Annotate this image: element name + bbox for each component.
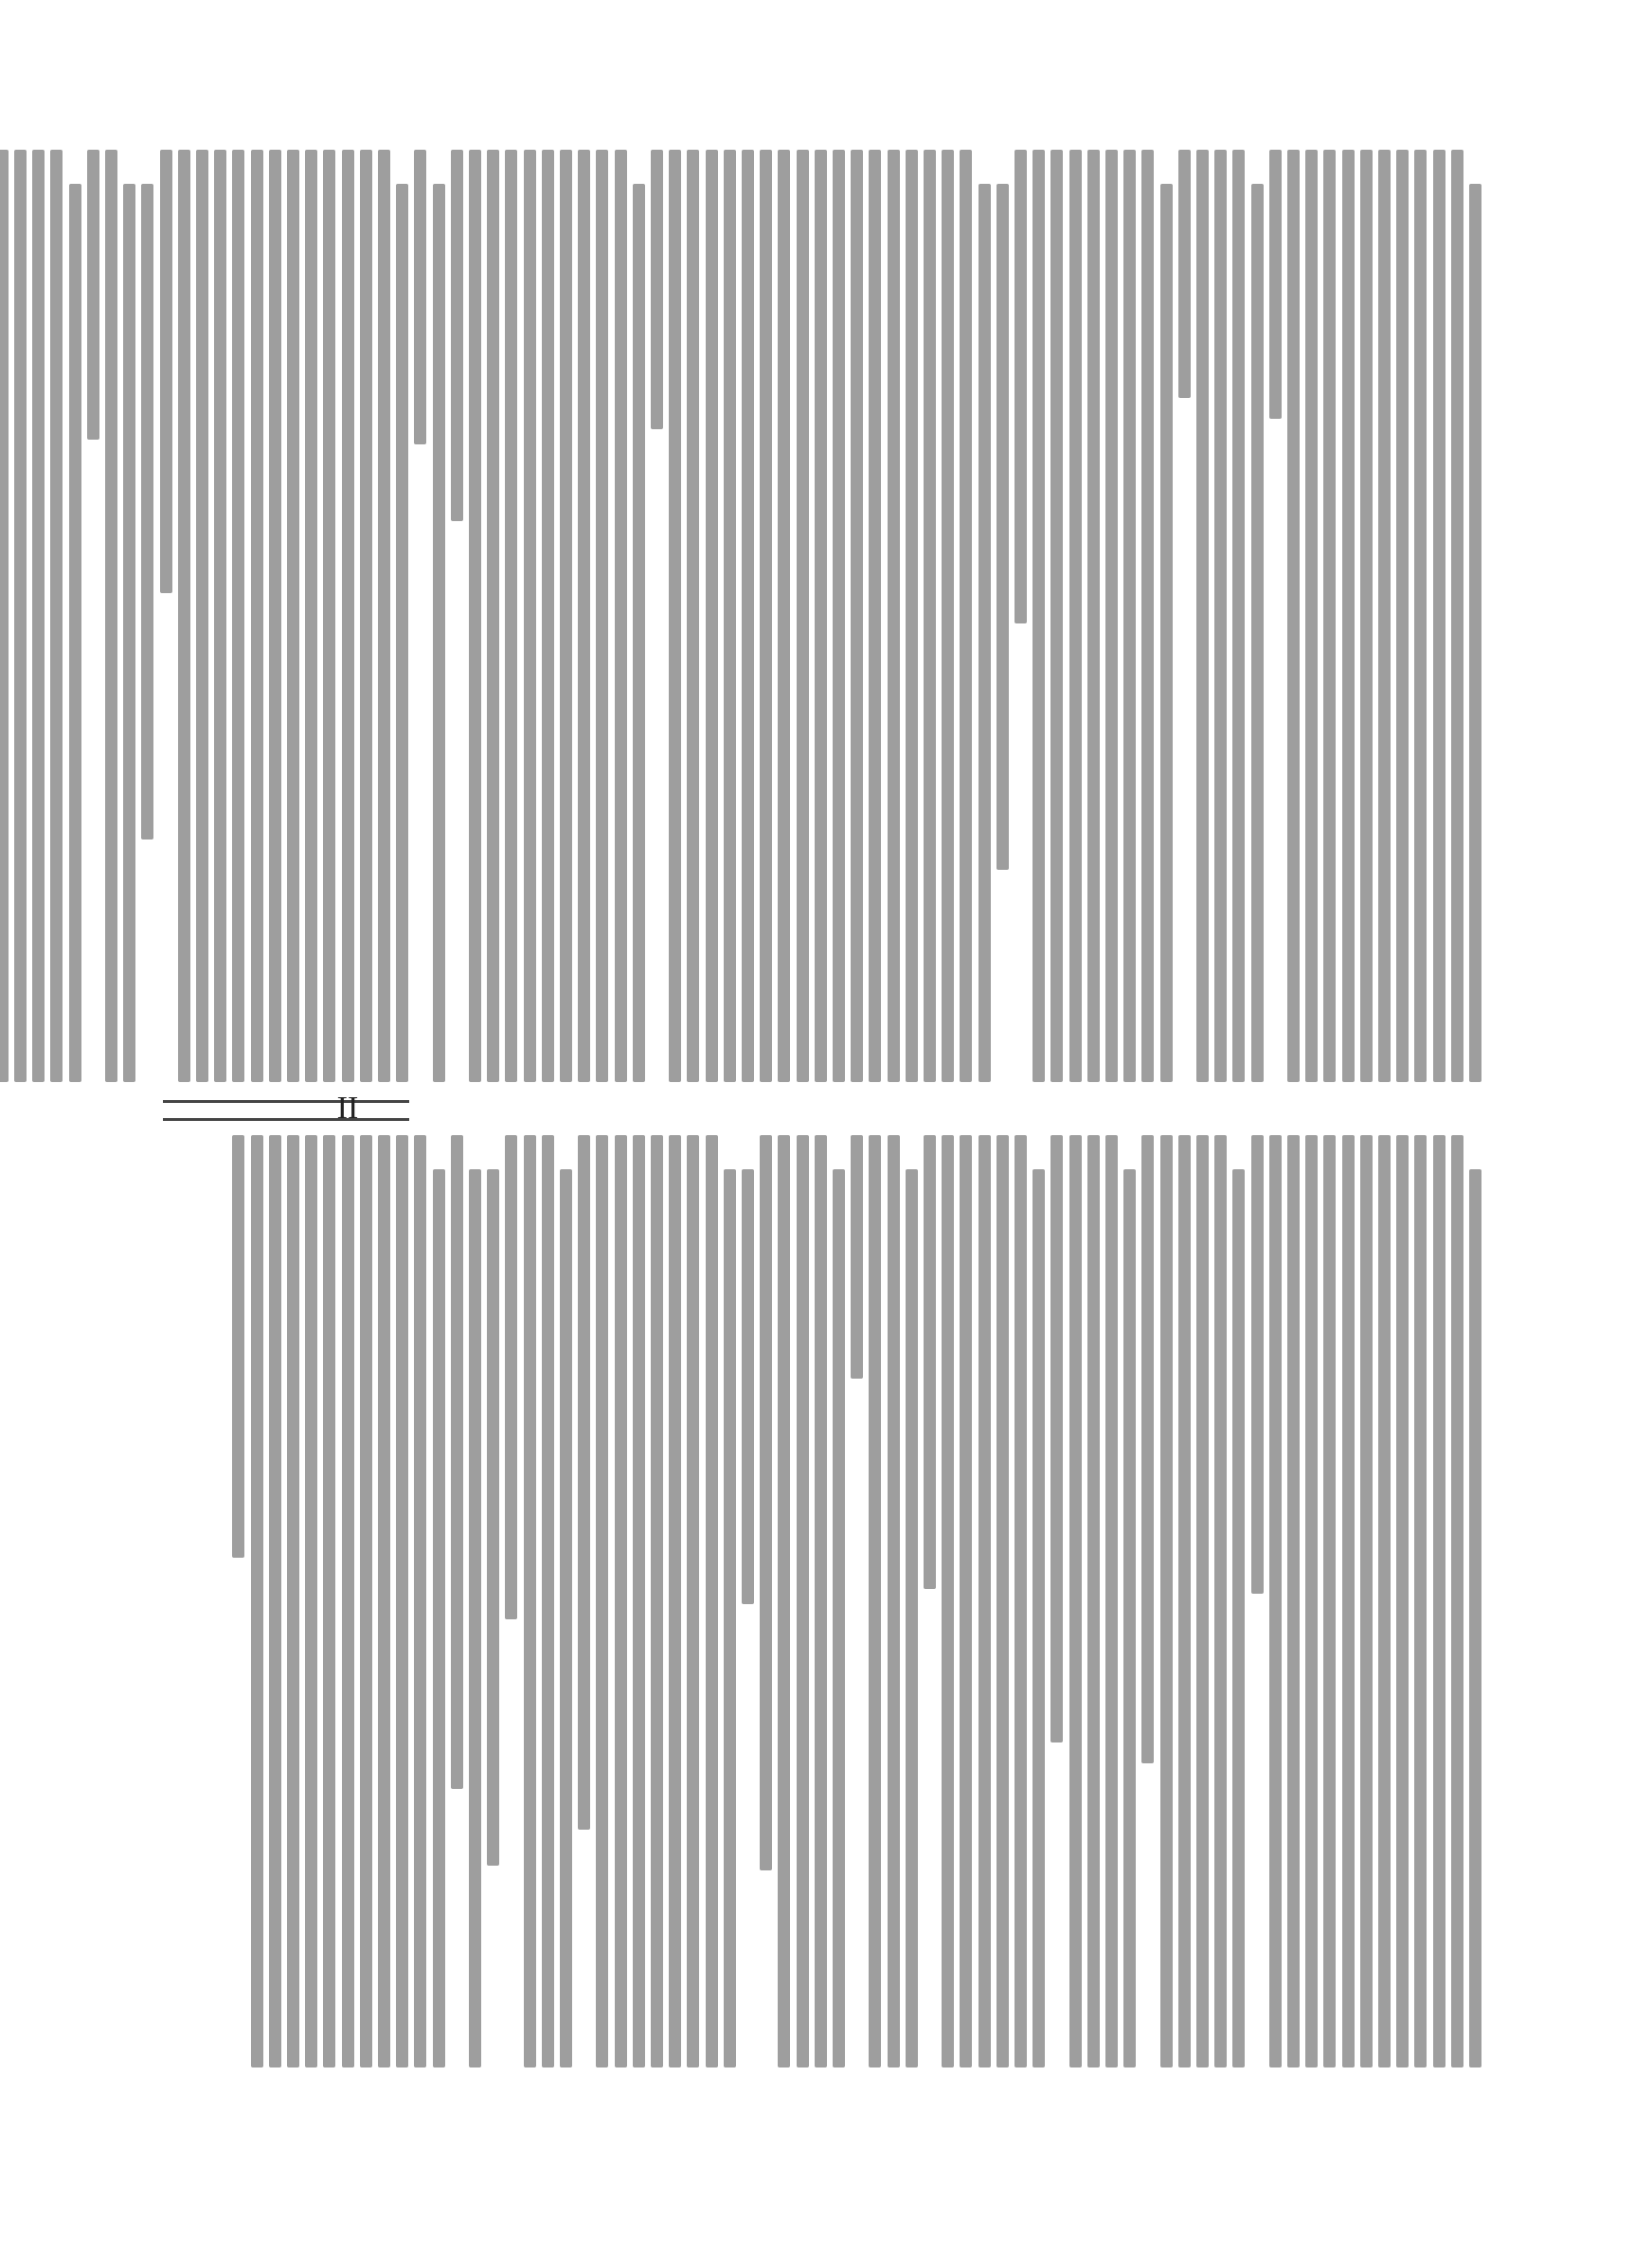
text-line	[1378, 150, 1391, 1082]
text-line	[1196, 150, 1209, 1082]
text-line	[196, 150, 208, 1082]
text-line	[0, 150, 9, 1082]
text-line	[1123, 1169, 1136, 2067]
text-line	[287, 150, 299, 1082]
text-line	[305, 1135, 317, 2067]
text-line	[1214, 1135, 1227, 2067]
text-line	[687, 150, 699, 1082]
text-line	[269, 1135, 281, 2067]
text-line	[706, 150, 718, 1082]
text-line	[1196, 1135, 1209, 2067]
text-line	[487, 1169, 499, 1866]
text-line	[942, 1135, 954, 2067]
text-line	[1087, 150, 1100, 1082]
text-line	[50, 150, 63, 1082]
text-line	[487, 150, 499, 1082]
text-line	[979, 184, 991, 1082]
text-line	[505, 150, 517, 1082]
text-line	[1323, 150, 1336, 1082]
text-line	[141, 184, 153, 840]
text-line	[87, 150, 99, 440]
text-line	[1050, 1135, 1063, 1742]
text-line	[1287, 1135, 1300, 2067]
text-line	[1232, 150, 1245, 1082]
text-line	[997, 184, 1009, 870]
text-line	[833, 1169, 845, 2067]
page-number: II	[336, 1091, 359, 1126]
text-line	[778, 150, 790, 1082]
text-line	[1433, 1135, 1446, 2067]
text-line	[1469, 184, 1481, 1082]
text-line	[396, 184, 408, 1082]
text-line	[360, 1135, 372, 2067]
text-line	[14, 150, 27, 1082]
text-line	[1069, 1135, 1082, 2067]
text-line	[778, 1135, 790, 2067]
text-line	[1305, 150, 1318, 1082]
text-line	[979, 1135, 991, 2067]
text-line	[924, 1135, 936, 1589]
text-line	[1105, 150, 1118, 1082]
text-line	[1141, 1135, 1154, 1763]
text-line	[232, 150, 244, 1082]
text-line	[797, 1135, 809, 2067]
text-line	[1232, 1169, 1245, 2067]
text-line	[760, 150, 772, 1082]
text-line	[1323, 1135, 1336, 2067]
text-line	[32, 150, 45, 1082]
text-line	[833, 150, 845, 1082]
text-line	[342, 1135, 354, 2067]
text-line	[578, 1135, 590, 1830]
text-line	[1105, 1135, 1118, 2067]
text-line	[1451, 1135, 1463, 2067]
text-line	[251, 1135, 263, 2067]
text-line	[1451, 150, 1463, 1082]
text-line	[1214, 150, 1227, 1082]
text-line	[269, 150, 281, 1082]
text-line	[214, 150, 226, 1082]
text-line	[1141, 150, 1154, 1082]
text-line	[1032, 1169, 1045, 2067]
text-line	[451, 1135, 463, 1789]
text-line	[1469, 1169, 1481, 2067]
text-line	[615, 1135, 627, 2067]
text-line	[69, 184, 81, 1082]
text-line	[1160, 184, 1173, 1082]
text-line	[1160, 1135, 1173, 2067]
text-line	[1342, 1135, 1355, 2067]
text-line	[542, 1135, 554, 2067]
text-line	[960, 150, 972, 1082]
text-line	[869, 1135, 881, 2067]
text-line	[378, 1135, 390, 2067]
text-line	[1269, 1135, 1282, 2067]
text-line	[651, 150, 663, 429]
text-line	[924, 150, 936, 1082]
text-line	[706, 1135, 718, 2067]
text-line	[105, 150, 117, 1082]
rotated-scan	[97, 133, 1499, 2085]
text-line	[1287, 150, 1300, 1082]
text-line	[651, 1135, 663, 2067]
text-line	[906, 1169, 918, 2067]
text-line	[469, 1169, 481, 2067]
text-line	[360, 150, 372, 1082]
text-line	[742, 150, 754, 1082]
text-line	[633, 1135, 645, 2067]
left-text-column	[114, 150, 1481, 1082]
text-line	[433, 184, 445, 1082]
text-line	[742, 1169, 754, 1604]
text-line	[342, 150, 354, 1082]
text-line	[505, 1135, 517, 1619]
text-line	[560, 150, 572, 1082]
text-line	[1360, 1135, 1373, 2067]
text-line	[1342, 150, 1355, 1082]
text-line	[414, 1135, 426, 2067]
text-line	[378, 150, 390, 1082]
text-line	[851, 150, 863, 1082]
text-line	[1050, 150, 1063, 1082]
text-line	[524, 1135, 536, 2067]
text-line	[596, 1135, 608, 2067]
text-line	[942, 150, 954, 1082]
text-line	[960, 1135, 972, 2067]
text-line	[469, 150, 481, 1082]
text-line	[1269, 150, 1282, 419]
text-line	[1015, 1135, 1027, 2067]
text-line	[578, 150, 590, 1082]
right-text-column	[114, 1135, 1481, 2067]
text-line	[451, 150, 463, 521]
text-line	[633, 184, 645, 1082]
text-line	[1378, 1135, 1391, 2067]
text-line	[232, 1135, 244, 1558]
text-line	[888, 1135, 900, 2067]
text-line	[1360, 150, 1373, 1082]
text-line	[815, 150, 827, 1082]
text-line	[997, 1135, 1009, 2067]
text-line	[851, 1135, 863, 1379]
text-line	[615, 150, 627, 1082]
text-line	[1251, 1135, 1264, 1594]
text-line	[1178, 150, 1191, 398]
text-line	[524, 150, 536, 1082]
text-line	[760, 1135, 772, 1870]
text-line	[1396, 1135, 1409, 2067]
text-line	[560, 1169, 572, 2067]
text-line	[797, 150, 809, 1082]
text-line	[906, 150, 918, 1082]
text-line	[1251, 184, 1264, 1082]
text-line	[1414, 1135, 1427, 2067]
text-line	[1069, 150, 1082, 1082]
text-line	[1396, 150, 1409, 1082]
text-line	[724, 150, 736, 1082]
text-line	[178, 150, 190, 1082]
text-line	[1087, 1135, 1100, 2067]
text-line	[123, 184, 135, 1082]
text-line	[888, 150, 900, 1082]
text-line	[669, 150, 681, 1082]
text-line	[815, 1135, 827, 2067]
text-line	[596, 150, 608, 1082]
text-line	[1178, 1135, 1191, 2067]
text-line	[687, 1135, 699, 2067]
text-line	[1305, 1135, 1318, 2067]
text-line	[396, 1135, 408, 2067]
text-line	[669, 1135, 681, 2067]
text-line	[323, 150, 335, 1082]
text-line	[724, 1169, 736, 2067]
text-line	[305, 150, 317, 1082]
text-line	[251, 150, 263, 1082]
text-line	[414, 150, 426, 444]
text-line	[1433, 150, 1446, 1082]
text-line	[1015, 150, 1027, 623]
text-line	[542, 150, 554, 1082]
text-line	[433, 1169, 445, 2067]
text-line	[869, 150, 881, 1082]
text-line	[287, 1135, 299, 2067]
text-line	[1032, 150, 1045, 1082]
text-line	[1123, 150, 1136, 1082]
text-line	[1414, 150, 1427, 1082]
text-line	[160, 150, 172, 593]
text-line	[323, 1135, 335, 2067]
